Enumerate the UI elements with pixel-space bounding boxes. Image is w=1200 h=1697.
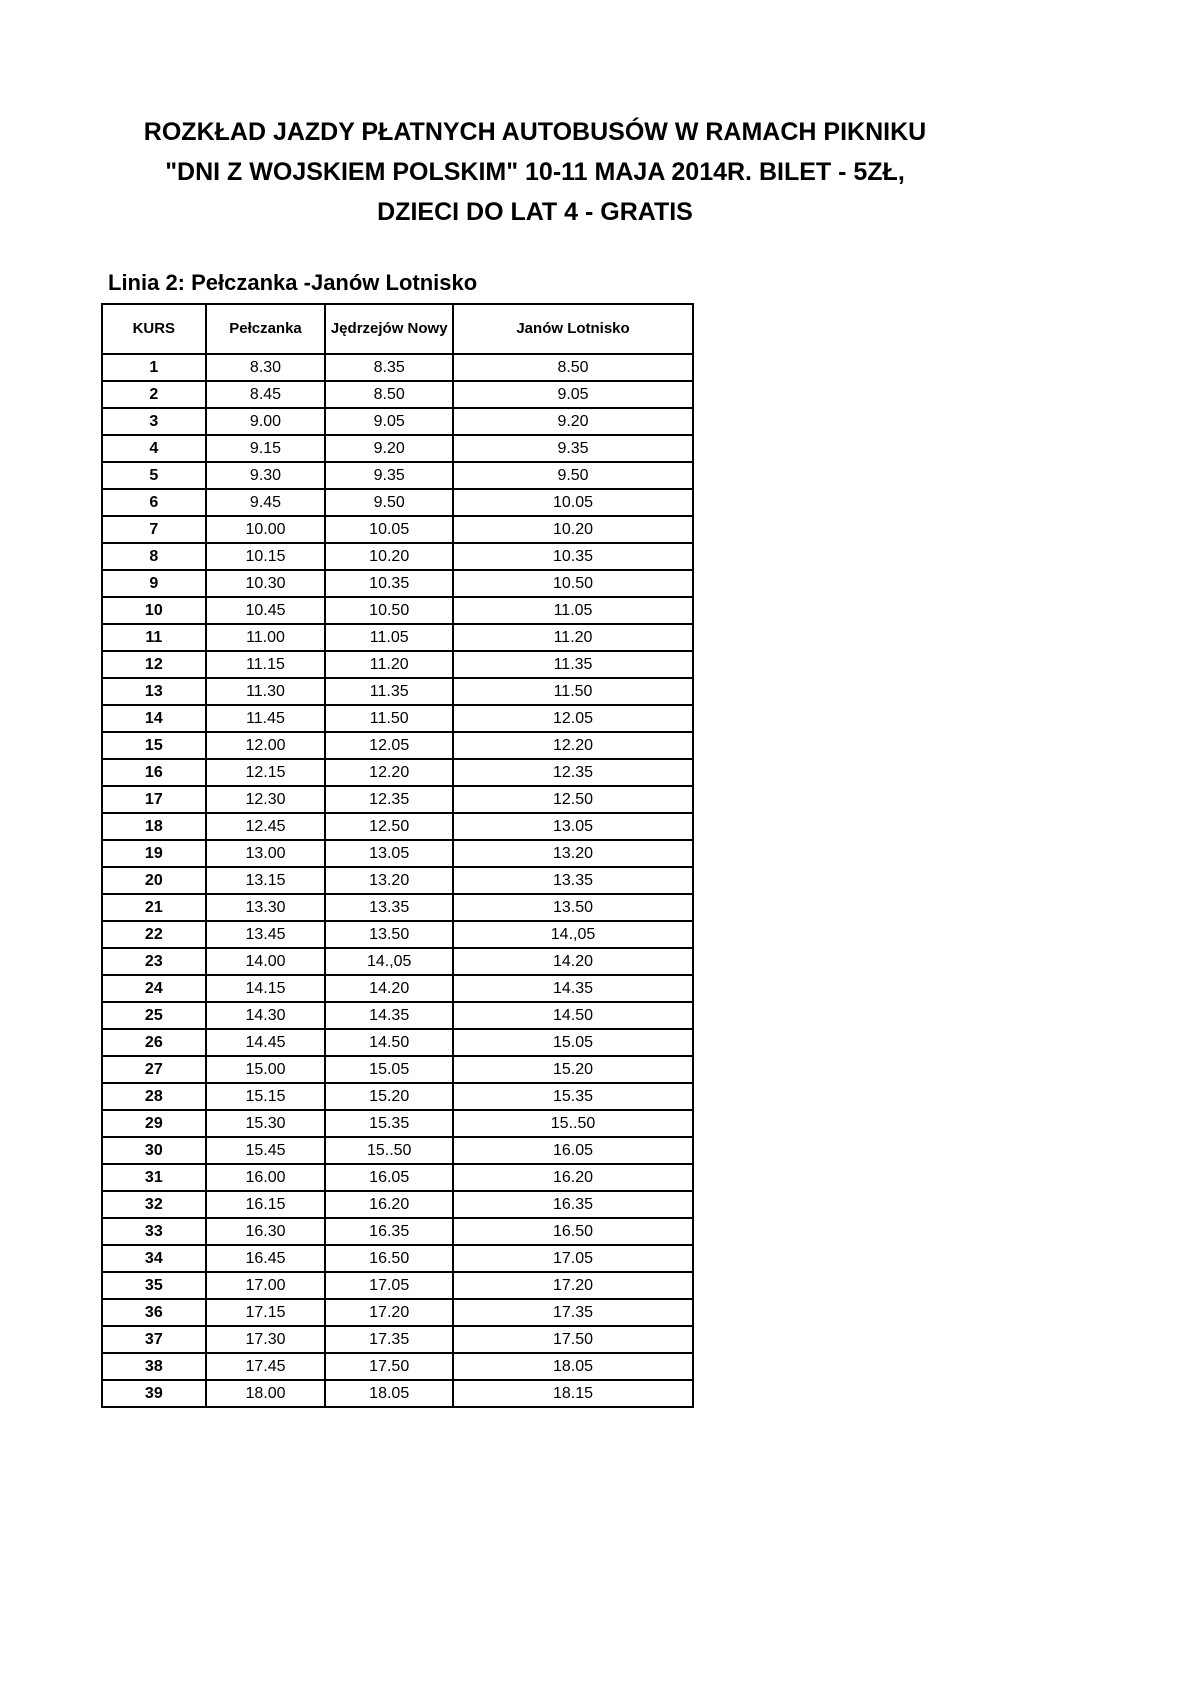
table-row bbox=[102, 1245, 693, 1272]
pelczanka-time: 15.00 bbox=[206, 1056, 326, 1083]
jedrzejow-time: 10.35 bbox=[325, 570, 453, 597]
table-row bbox=[102, 759, 693, 786]
table-row bbox=[102, 921, 693, 948]
janow-time: 13.20 bbox=[453, 840, 693, 867]
kurs-cell: 16 bbox=[102, 759, 206, 786]
table-row bbox=[102, 1218, 693, 1245]
timetable bbox=[101, 303, 694, 1408]
pelczanka-time: 9.15 bbox=[206, 435, 326, 462]
jedrzejow-time: 11.05 bbox=[325, 624, 453, 651]
jedrzejow-time: 11.35 bbox=[325, 678, 453, 705]
table-row bbox=[102, 435, 693, 462]
table-row bbox=[102, 543, 693, 570]
jedrzejow-time: 15.05 bbox=[325, 1056, 453, 1083]
janow-time: 15.05 bbox=[453, 1029, 693, 1056]
table-row bbox=[102, 1083, 693, 1110]
table-row bbox=[102, 354, 693, 381]
pelczanka-time: 13.45 bbox=[206, 921, 326, 948]
jedrzejow-time: 16.50 bbox=[325, 1245, 453, 1272]
janow-time: 16.05 bbox=[453, 1137, 693, 1164]
kurs-cell: 27 bbox=[102, 1056, 206, 1083]
kurs-cell: 13 bbox=[102, 678, 206, 705]
pelczanka-time: 14.45 bbox=[206, 1029, 326, 1056]
jedrzejow-time: 14.,05 bbox=[325, 948, 453, 975]
janow-time: 9.50 bbox=[453, 462, 693, 489]
kurs-cell: 7 bbox=[102, 516, 206, 543]
janow-time: 15..50 bbox=[453, 1110, 693, 1137]
table-row bbox=[102, 975, 693, 1002]
table-row bbox=[102, 894, 693, 921]
pelczanka-time: 9.00 bbox=[206, 408, 326, 435]
janow-time: 13.35 bbox=[453, 867, 693, 894]
kurs-cell: 4 bbox=[102, 435, 206, 462]
jedrzejow-time: 11.50 bbox=[325, 705, 453, 732]
janow-time: 16.20 bbox=[453, 1164, 693, 1191]
janow-time: 10.20 bbox=[453, 516, 693, 543]
janow-time: 9.35 bbox=[453, 435, 693, 462]
kurs-cell: 32 bbox=[102, 1191, 206, 1218]
janow-time: 16.35 bbox=[453, 1191, 693, 1218]
table-row bbox=[102, 1056, 693, 1083]
kurs-cell: 5 bbox=[102, 462, 206, 489]
pelczanka-time: 17.15 bbox=[206, 1299, 326, 1326]
pelczanka-time: 8.30 bbox=[206, 354, 326, 381]
kurs-cell: 34 bbox=[102, 1245, 206, 1272]
janow-time: 12.35 bbox=[453, 759, 693, 786]
header-pelczanka: Pełczanka bbox=[206, 304, 326, 354]
pelczanka-time: 14.15 bbox=[206, 975, 326, 1002]
janow-time: 14.50 bbox=[453, 1002, 693, 1029]
jedrzejow-time: 8.35 bbox=[325, 354, 453, 381]
kurs-cell: 22 bbox=[102, 921, 206, 948]
janow-time: 17.35 bbox=[453, 1299, 693, 1326]
table-row bbox=[102, 1326, 693, 1353]
kurs-cell: 12 bbox=[102, 651, 206, 678]
janow-time: 18.15 bbox=[453, 1380, 693, 1407]
kurs-cell: 11 bbox=[102, 624, 206, 651]
table-row bbox=[102, 948, 693, 975]
jedrzejow-time: 12.20 bbox=[325, 759, 453, 786]
jedrzejow-time: 17.35 bbox=[325, 1326, 453, 1353]
janow-time: 12.05 bbox=[453, 705, 693, 732]
jedrzejow-time: 14.35 bbox=[325, 1002, 453, 1029]
table-row bbox=[102, 1029, 693, 1056]
janow-time: 14.,05 bbox=[453, 921, 693, 948]
table-row bbox=[102, 570, 693, 597]
pelczanka-time: 11.30 bbox=[206, 678, 326, 705]
table-row bbox=[102, 1380, 693, 1407]
kurs-cell: 29 bbox=[102, 1110, 206, 1137]
table-row bbox=[102, 462, 693, 489]
pelczanka-time: 12.30 bbox=[206, 786, 326, 813]
pelczanka-time: 10.30 bbox=[206, 570, 326, 597]
table-row bbox=[102, 1110, 693, 1137]
table-row bbox=[102, 1191, 693, 1218]
pelczanka-time: 12.00 bbox=[206, 732, 326, 759]
kurs-cell: 6 bbox=[102, 489, 206, 516]
table-header-row bbox=[102, 304, 693, 354]
table-row bbox=[102, 624, 693, 651]
pelczanka-time: 15.45 bbox=[206, 1137, 326, 1164]
table-body bbox=[102, 354, 693, 1407]
pelczanka-time: 10.45 bbox=[206, 597, 326, 624]
janow-time: 15.35 bbox=[453, 1083, 693, 1110]
jedrzejow-time: 17.50 bbox=[325, 1353, 453, 1380]
kurs-cell: 10 bbox=[102, 597, 206, 624]
janow-time: 14.35 bbox=[453, 975, 693, 1002]
document-title bbox=[100, 112, 970, 232]
kurs-cell: 18 bbox=[102, 813, 206, 840]
pelczanka-time: 18.00 bbox=[206, 1380, 326, 1407]
janow-time: 18.05 bbox=[453, 1353, 693, 1380]
jedrzejow-time: 10.50 bbox=[325, 597, 453, 624]
jedrzejow-time: 14.20 bbox=[325, 975, 453, 1002]
kurs-cell: 31 bbox=[102, 1164, 206, 1191]
pelczanka-time: 13.00 bbox=[206, 840, 326, 867]
kurs-cell: 39 bbox=[102, 1380, 206, 1407]
jedrzejow-time: 8.50 bbox=[325, 381, 453, 408]
jedrzejow-time: 18.05 bbox=[325, 1380, 453, 1407]
table-row bbox=[102, 381, 693, 408]
janow-time: 8.50 bbox=[453, 354, 693, 381]
table-row bbox=[102, 867, 693, 894]
kurs-cell: 15 bbox=[102, 732, 206, 759]
janow-time: 14.20 bbox=[453, 948, 693, 975]
jedrzejow-time: 12.50 bbox=[325, 813, 453, 840]
janow-time: 16.50 bbox=[453, 1218, 693, 1245]
jedrzejow-time: 14.50 bbox=[325, 1029, 453, 1056]
jedrzejow-time: 15.20 bbox=[325, 1083, 453, 1110]
header-janow-lotnisko: Janów Lotnisko bbox=[453, 304, 693, 354]
pelczanka-time: 13.30 bbox=[206, 894, 326, 921]
janow-time: 10.05 bbox=[453, 489, 693, 516]
table-row bbox=[102, 705, 693, 732]
jedrzejow-time: 17.20 bbox=[325, 1299, 453, 1326]
kurs-cell: 3 bbox=[102, 408, 206, 435]
pelczanka-time: 16.00 bbox=[206, 1164, 326, 1191]
kurs-cell: 19 bbox=[102, 840, 206, 867]
jedrzejow-time: 12.05 bbox=[325, 732, 453, 759]
header-jedrzejow-nowy: Jędrzejów Nowy bbox=[325, 304, 453, 354]
table-row bbox=[102, 1299, 693, 1326]
jedrzejow-time: 10.20 bbox=[325, 543, 453, 570]
pelczanka-time: 16.15 bbox=[206, 1191, 326, 1218]
janow-time: 10.35 bbox=[453, 543, 693, 570]
table-row bbox=[102, 840, 693, 867]
jedrzejow-time: 9.50 bbox=[325, 489, 453, 516]
pelczanka-time: 17.45 bbox=[206, 1353, 326, 1380]
line-subtitle: Linia 2: Pełczanka -Janów Lotnisko bbox=[108, 270, 478, 295]
janow-time: 9.20 bbox=[453, 408, 693, 435]
janow-time: 13.50 bbox=[453, 894, 693, 921]
title-line-3: DZIECI DO LAT 4 - GRATIS bbox=[377, 198, 693, 226]
table-row bbox=[102, 1272, 693, 1299]
jedrzejow-time: 13.20 bbox=[325, 867, 453, 894]
kurs-cell: 24 bbox=[102, 975, 206, 1002]
pelczanka-time: 15.30 bbox=[206, 1110, 326, 1137]
pelczanka-time: 10.00 bbox=[206, 516, 326, 543]
kurs-cell: 2 bbox=[102, 381, 206, 408]
pelczanka-time: 11.15 bbox=[206, 651, 326, 678]
jedrzejow-time: 9.35 bbox=[325, 462, 453, 489]
title-line-1: ROZKŁAD JAZDY PŁATNYCH AUTOBUSÓW W RAMACH PIKNIKU bbox=[143, 118, 927, 146]
header-kurs: KURS bbox=[102, 304, 206, 354]
jedrzejow-time: 9.05 bbox=[325, 408, 453, 435]
table-row bbox=[102, 1137, 693, 1164]
pelczanka-time: 15.15 bbox=[206, 1083, 326, 1110]
kurs-cell: 1 bbox=[102, 354, 206, 381]
janow-time: 17.50 bbox=[453, 1326, 693, 1353]
janow-time: 15.20 bbox=[453, 1056, 693, 1083]
kurs-cell: 38 bbox=[102, 1353, 206, 1380]
jedrzejow-time: 13.50 bbox=[325, 921, 453, 948]
jedrzejow-time: 13.05 bbox=[325, 840, 453, 867]
janow-time: 10.50 bbox=[453, 570, 693, 597]
title-line-2: "DNI Z WOJSKIEM POLSKIM" 10-11 MAJA 2014R. BILET - 5ZŁ, bbox=[165, 158, 905, 186]
janow-time: 11.50 bbox=[453, 678, 693, 705]
pelczanka-time: 17.00 bbox=[206, 1272, 326, 1299]
janow-time: 9.05 bbox=[453, 381, 693, 408]
kurs-cell: 20 bbox=[102, 867, 206, 894]
janow-time: 12.50 bbox=[453, 786, 693, 813]
table-row bbox=[102, 651, 693, 678]
table-row bbox=[102, 786, 693, 813]
kurs-cell: 23 bbox=[102, 948, 206, 975]
kurs-cell: 28 bbox=[102, 1083, 206, 1110]
pelczanka-time: 14.00 bbox=[206, 948, 326, 975]
pelczanka-time: 16.30 bbox=[206, 1218, 326, 1245]
table-row bbox=[102, 732, 693, 759]
jedrzejow-time: 11.20 bbox=[325, 651, 453, 678]
pelczanka-time: 14.30 bbox=[206, 1002, 326, 1029]
janow-time: 11.05 bbox=[453, 597, 693, 624]
kurs-cell: 21 bbox=[102, 894, 206, 921]
kurs-cell: 36 bbox=[102, 1299, 206, 1326]
pelczanka-time: 16.45 bbox=[206, 1245, 326, 1272]
kurs-cell: 25 bbox=[102, 1002, 206, 1029]
jedrzejow-time: 13.35 bbox=[325, 894, 453, 921]
janow-time: 17.05 bbox=[453, 1245, 693, 1272]
table-row bbox=[102, 1164, 693, 1191]
janow-time: 12.20 bbox=[453, 732, 693, 759]
pelczanka-time: 11.00 bbox=[206, 624, 326, 651]
janow-time: 17.20 bbox=[453, 1272, 693, 1299]
jedrzejow-time: 15.35 bbox=[325, 1110, 453, 1137]
jedrzejow-time: 12.35 bbox=[325, 786, 453, 813]
janow-time: 13.05 bbox=[453, 813, 693, 840]
jedrzejow-time: 17.05 bbox=[325, 1272, 453, 1299]
kurs-cell: 8 bbox=[102, 543, 206, 570]
jedrzejow-time: 9.20 bbox=[325, 435, 453, 462]
kurs-cell: 9 bbox=[102, 570, 206, 597]
kurs-cell: 26 bbox=[102, 1029, 206, 1056]
table-row bbox=[102, 1353, 693, 1380]
pelczanka-time: 12.45 bbox=[206, 813, 326, 840]
table-row bbox=[102, 813, 693, 840]
jedrzejow-time: 10.05 bbox=[325, 516, 453, 543]
jedrzejow-time: 16.20 bbox=[325, 1191, 453, 1218]
kurs-cell: 30 bbox=[102, 1137, 206, 1164]
pelczanka-time: 17.30 bbox=[206, 1326, 326, 1353]
kurs-cell: 37 bbox=[102, 1326, 206, 1353]
kurs-cell: 35 bbox=[102, 1272, 206, 1299]
janow-time: 11.20 bbox=[453, 624, 693, 651]
table-row bbox=[102, 489, 693, 516]
pelczanka-time: 8.45 bbox=[206, 381, 326, 408]
table-row bbox=[102, 408, 693, 435]
pelczanka-time: 12.15 bbox=[206, 759, 326, 786]
jedrzejow-time: 16.05 bbox=[325, 1164, 453, 1191]
pelczanka-time: 9.45 bbox=[206, 489, 326, 516]
table-row bbox=[102, 678, 693, 705]
table-row bbox=[102, 1002, 693, 1029]
pelczanka-time: 9.30 bbox=[206, 462, 326, 489]
kurs-cell: 14 bbox=[102, 705, 206, 732]
pelczanka-time: 13.15 bbox=[206, 867, 326, 894]
jedrzejow-time: 15..50 bbox=[325, 1137, 453, 1164]
table-row bbox=[102, 516, 693, 543]
janow-time: 11.35 bbox=[453, 651, 693, 678]
jedrzejow-time: 16.35 bbox=[325, 1218, 453, 1245]
kurs-cell: 17 bbox=[102, 786, 206, 813]
pelczanka-time: 10.15 bbox=[206, 543, 326, 570]
table-row bbox=[102, 597, 693, 624]
pelczanka-time: 11.45 bbox=[206, 705, 326, 732]
kurs-cell: 33 bbox=[102, 1218, 206, 1245]
